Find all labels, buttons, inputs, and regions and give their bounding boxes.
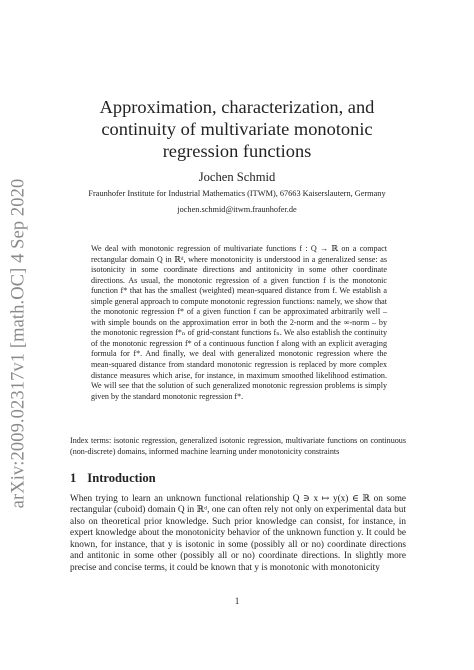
- author-affiliation: Fraunhofer Institute for Industrial Mathematics (ITWM), 67663 Kaiserslautern, Germany: [88, 189, 386, 198]
- introduction-body: [70, 494, 406, 574]
- author-name: Jochen Schmid: [198, 170, 276, 184]
- abstract: [91, 244, 387, 402]
- section-title: Introduction: [87, 471, 156, 485]
- arxiv-identifier-stamp: [4, 178, 34, 508]
- author-email: jochen.schmid@itwm.fraunhofer.de: [177, 205, 297, 214]
- index-terms-text: Index terms: isotonic regression, generalized isotonic regression, multivariate functions on continuous (non-discrete) domains, informed machine learning under monotonicity constraints: [70, 436, 406, 456]
- index-terms: [70, 436, 406, 457]
- abstract-text: We deal with monotonic regression of multivariate functions f : Q → ℝ on a compact rectangular domain Q in ℝᵈ, where monotonicity is understood in a generalized sense: as isotonicity in some coordinate directions and antitonicity in some other coordinate directions. As usual, the monotonic regression of a given function f is the monotonic function f* that has the smallest (weighted) mean-squared distance from f. We establish a simple general approach to compute monotonic regression functions: namely, we show that the monotonic regression f* of a given function f can be approximated arbitrarily well – with simple bounds on the approximation error in both the 2-norm and the ∞-norm – by the monotonic regression f*ₙ of grid-constant functions fₙ. We also establish the continuity of the monotonic regression f* of a continuous function f along with an explicit averaging formula for f*. And finally, we deal with generalized monotonic regression where the mean-squared distance from standard monotonic regression is replaced by more complex distance measures which arise, for instance, in maximum smoothed likelihood estimation. We will see that the solution of such generalized monotonic regression problems is simply given by the standard monotonic regression f*.: [91, 244, 387, 401]
- introduction-paragraph: When trying to learn an unknown functional relationship Q ∋ x ↦ y(x) ∈ ℝ on some rectangular (cuboid) domain Q in ℝᵈ, one can often rely not only on experimental data but also on theoretical prior knowledge. Such prior knowledge can consist, for instance, in expert knowledge about the monotonicity behavior of the unknown function y. It could be known, for instance, that y is isotonic in some (possibly all or no) coordinate directions and antitonic in some other (possibly all or no) coordinate directions. In slightly more precise and concise terms, it could be known that y is monotonic with monotonicity: [70, 494, 406, 573]
- paper-title-line-1: Approximation, characterization, and: [99, 97, 375, 117]
- section-number: 1: [70, 471, 77, 485]
- paper-title-line-3: regression functions: [162, 141, 312, 161]
- paper-title: [60, 96, 414, 162]
- paper-title-line-2: continuity of multivariate monotonic: [101, 119, 373, 139]
- section-heading-introduction: [70, 470, 406, 486]
- page-number: 1: [234, 596, 240, 606]
- arxiv-identifier-text: arXiv:2009.02317v1 [math.OC] 4 Sep 2020: [8, 178, 29, 508]
